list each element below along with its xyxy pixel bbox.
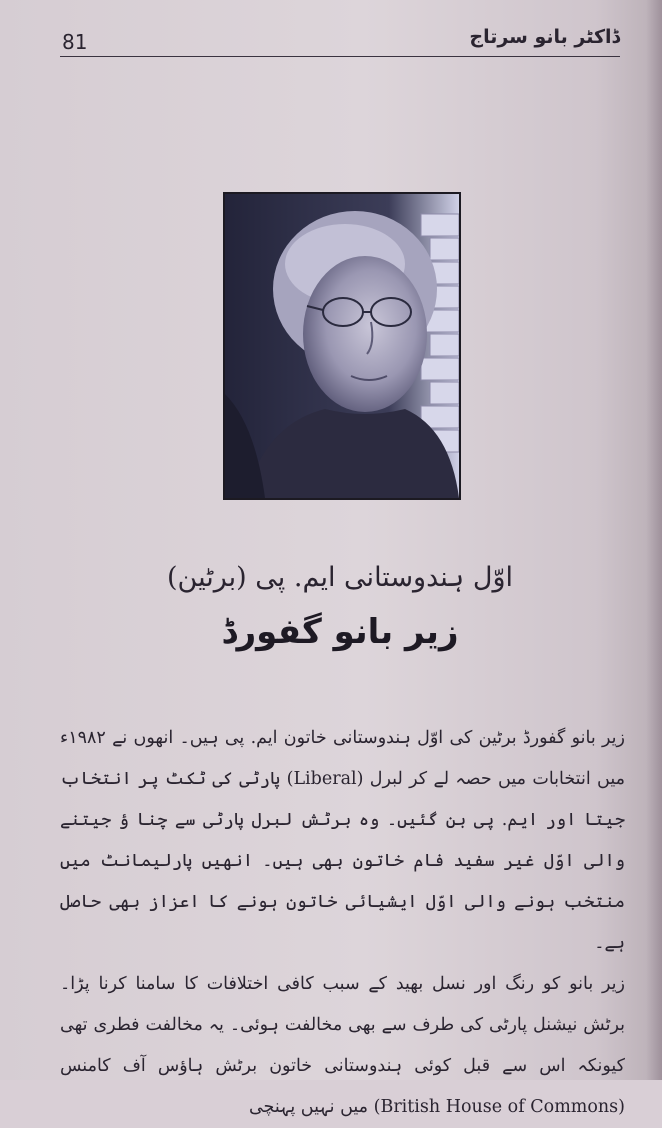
- portrait-photo: [223, 192, 461, 500]
- article-body: [60, 718, 625, 1128]
- body-paragraph: زیر بانو کو رنگ اور نسل بھید کے سبب کافی اختلافات کا سامنا کرنا پڑا۔ برٹش نیشنل پارٹی کی طرف سے بھی مخالفت ہوئی۔ یہ مخالفت فطری تھی کیونکہ اس سے قبل کوئی ہندوستانی خاتون برٹش ہاؤس آف کامنس (British House of Commons) میں نہیں پہنچی: [60, 974, 625, 1117]
- header-rule: [60, 56, 620, 57]
- body-paragraph: زیر بانو گفورڈ برٹین کی اوّل ہندوستانی خاتون ایم. پی ہیں۔ انھوں نے ۱۹۸۲ء میں انتخابات میں حصہ لے کر لبرل (Liberal) پارٹی کی ٹکٹ پر انتخاب جیتا اور ایم. پی بن گئیں۔ وہ برٹش لبرل پارٹی سے چنا ؤ جیتنے والی اوّل غیر سفید فام خاتون بھی ہیں۔ انھیں پارلیمانٹ میں منتخب ہونے والی اوّل ایشیائی خاتون ہونے کا اعزاز بھی حاصل ہے۔: [60, 728, 626, 953]
- running-header: ڈاکٹر بانو سرتاج: [469, 26, 620, 48]
- article-subtitle: اوّل ہندوستانی ایم. پی (برٹین): [167, 562, 513, 593]
- page-number: 81: [62, 30, 88, 54]
- page-edge-shadow: [646, 0, 662, 1080]
- article-title: زیر بانو گفورڈ: [221, 612, 459, 652]
